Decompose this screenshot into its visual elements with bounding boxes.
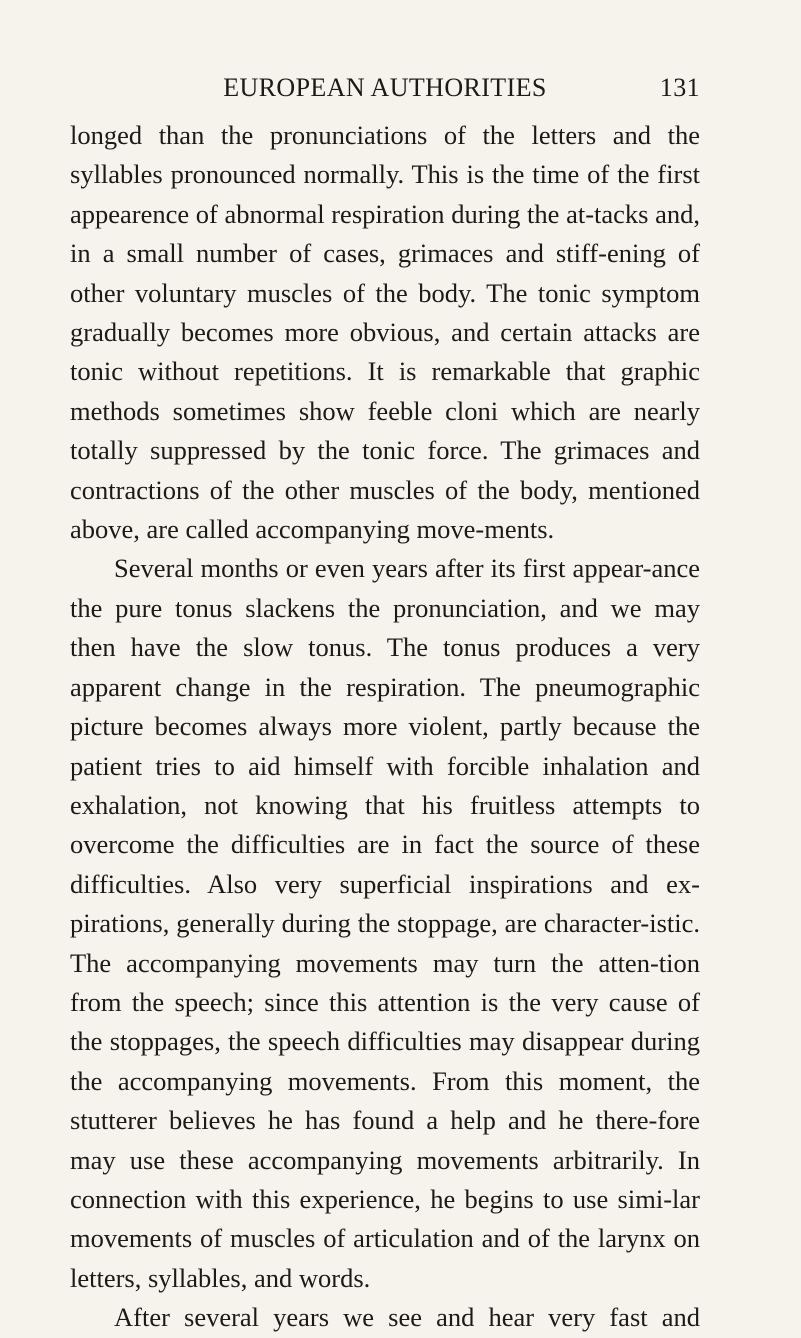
page-header bbox=[70, 68, 700, 108]
paragraph: After several years we see and hear very fast and bbox=[114, 1302, 700, 1333]
running-head: EUROPEAN AUTHORITIES bbox=[223, 73, 547, 102]
paragraph: Several months or even years after its first appear-ance the pure tonus slackens the pronunciation, and we may then have the slow tonus. The tonus produces a very apparent change in the respiration. The pneumographic picture becomes always more violent, partly because the patient tries to aid himself with forcible inhalation and exhalation, not knowing that his fruitless attempts to overcome the difficulties are in fact the source of these difficulties. Also very superficial inspirations and ex-pirations, generally during the stoppage, are character-istic. The accompanying movements may turn the atten-tion from the speech; since this attention is the very cause of the stoppages, the speech difficulties may disappear during the accompanying movements. From this moment, the stutterer believes he has found a help and he there-fore may use these accompanying movements arbitrarily. In connection with this experience, he begins to use simi-lar movements of muscles of articulation and of the larynx on letters, syllables, and words. bbox=[70, 553, 700, 1293]
paragraph: longed than the pronunciations of the letters and the syllables pronounced normally. This is the time of the first appearence of abnormal respiration during the at-tacks and, in a small number of cases, grimaces and stiff-ening of other voluntary muscles of the body. The tonic symptom gradually becomes more obvious, and certain attacks are tonic without repetitions. It is remarkable that graphic methods sometimes show feeble cloni which are nearly totally suppressed by the tonic force. The grimaces and contractions of the other muscles of the body, mentioned above, are called accompanying move-ments. bbox=[70, 120, 700, 545]
page-number: 131 bbox=[659, 73, 700, 102]
body-text bbox=[70, 116, 700, 1338]
